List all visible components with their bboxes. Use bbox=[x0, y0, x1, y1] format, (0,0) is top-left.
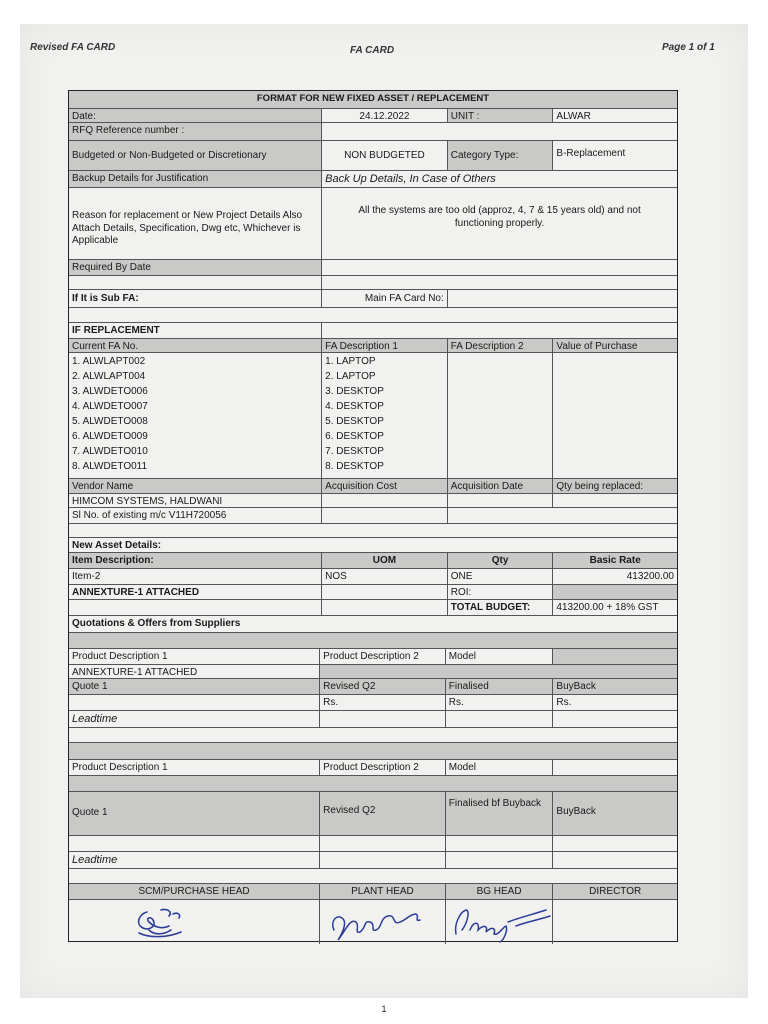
bg-head-signature bbox=[445, 900, 553, 944]
product-desc1-label: Product Description 1 bbox=[72, 762, 168, 773]
finalised-bf-buyback-label: Finalised bf Buyback bbox=[445, 792, 553, 835]
model-label: Model bbox=[445, 760, 553, 775]
category-value: B-Replacement bbox=[552, 141, 677, 170]
plant-head-label: PLANT HEAD bbox=[319, 884, 445, 899]
rs-label: Rs. bbox=[319, 695, 445, 710]
list-item: 6. ALWDETO009 bbox=[72, 431, 148, 442]
list-item: 3. DESKTOP bbox=[325, 386, 384, 397]
required-row bbox=[69, 259, 677, 275]
buyback-label: BuyBack bbox=[552, 679, 677, 694]
director-label: DIRECTOR bbox=[552, 884, 677, 899]
total-value: 413200.00 + 18% GST bbox=[552, 600, 677, 615]
signature-row bbox=[69, 899, 677, 943]
backup-label: Backup Details for Justification bbox=[69, 171, 321, 187]
header-left: Revised FA CARD bbox=[30, 42, 116, 53]
revised-label: Revised Q2 bbox=[319, 792, 445, 835]
scm-signature bbox=[69, 900, 319, 944]
total-label: TOTAL BUDGET: bbox=[447, 600, 553, 615]
header-right: Page 1 of 1 bbox=[662, 42, 715, 53]
subfa-row bbox=[69, 289, 677, 307]
mainfa-label: Main FA Card No: bbox=[321, 290, 447, 307]
list-item: 7. DESKTOP bbox=[325, 446, 384, 457]
annex-row bbox=[69, 584, 677, 599]
rfq-label: RFQ Reference number : bbox=[69, 123, 321, 140]
handwritten-signature-icon bbox=[446, 900, 553, 944]
backup-row bbox=[69, 170, 677, 187]
date-value: 24.12.2022 bbox=[321, 109, 447, 122]
list-item: 1. ALWLAPT002 bbox=[72, 356, 146, 367]
replacement-heading-row bbox=[69, 322, 677, 338]
list-item: 3. ALWDETO006 bbox=[72, 386, 148, 397]
quotes-heading-row bbox=[69, 615, 677, 632]
product-desc2-label: Product Description 2 bbox=[319, 760, 445, 775]
value-purchase-header: Value of Purchase bbox=[552, 339, 677, 352]
rs-label: Rs. bbox=[445, 695, 553, 710]
header-center: FA CARD bbox=[350, 45, 395, 56]
unit-label: UNIT : bbox=[447, 109, 553, 122]
serial-value: Sl No. of existing m/c V11H720056 bbox=[72, 510, 227, 521]
list-item: 7. ALWDETO010 bbox=[72, 446, 148, 457]
new-asset-heading-row bbox=[69, 537, 677, 552]
quotes-heading: Quotations & Offers from Suppliers bbox=[72, 618, 241, 629]
backup-value: Back Up Details, In Case of Others bbox=[321, 171, 677, 187]
product-desc2-label: Product Description 2 bbox=[319, 649, 445, 664]
fa-desc2-header: FA Description 2 bbox=[447, 339, 553, 352]
list-item: 1. LAPTOP bbox=[325, 356, 376, 367]
budget-row bbox=[69, 140, 677, 170]
list-item: 4. ALWDETO007 bbox=[72, 401, 148, 412]
fa-card-form bbox=[68, 90, 678, 942]
category-label: Category Type: bbox=[447, 141, 553, 170]
quote-annex-note: ANNEXTURE-1 ATTACHED bbox=[72, 667, 198, 678]
list-item: 2. ALWLAPT004 bbox=[72, 371, 146, 382]
plant-head-signature bbox=[319, 900, 445, 944]
list-item: 5. DESKTOP bbox=[325, 416, 384, 427]
leadtime-label: Leadtime bbox=[72, 854, 118, 866]
vendor-value-row bbox=[69, 493, 677, 507]
budget-label: Budgeted or Non-Budgeted or Discretionary bbox=[69, 141, 321, 170]
bg-head-label: BG HEAD bbox=[445, 884, 553, 899]
vendor-header-row bbox=[69, 478, 677, 493]
acq-date-label: Acquisition Date bbox=[447, 479, 553, 493]
reason-label: Reason for replacement or New Project Details Also Attach Details, Specification, Dwg etc, Whichever is Applicable bbox=[72, 210, 303, 246]
quote-a-annex-row bbox=[69, 664, 677, 678]
vendor-value: HIMCOM SYSTEMS, HALDWANI bbox=[72, 496, 223, 507]
unit-value: ALWAR bbox=[552, 109, 677, 122]
handwritten-signature-icon bbox=[320, 900, 445, 944]
replacement-header-row bbox=[69, 338, 677, 352]
quote1-label: Quote 1 bbox=[72, 681, 108, 692]
quote-a-rs-row bbox=[69, 694, 677, 710]
quote-b-leadtime-row bbox=[69, 851, 677, 868]
fa-desc-list bbox=[321, 353, 447, 478]
reason-value: All the systems are too old (approz, 4, 7 & 15 years old) and not functioning properly. bbox=[321, 188, 677, 259]
quote-b-quote-row bbox=[69, 791, 677, 835]
current-fa-list bbox=[69, 353, 321, 478]
acq-cost-label: Acquisition Cost bbox=[321, 479, 447, 493]
finalised-label: Finalised bbox=[445, 679, 553, 694]
qty-value: ONE bbox=[447, 569, 553, 584]
uom-header: UOM bbox=[321, 553, 447, 568]
signature-header-row bbox=[69, 883, 677, 899]
new-asset-item-row bbox=[69, 568, 677, 584]
quote-a-quote-row bbox=[69, 678, 677, 694]
rate-header: Basic Rate bbox=[552, 553, 677, 568]
page-number: 1 bbox=[381, 1004, 387, 1014]
rate-value: 413200.00 bbox=[552, 569, 677, 584]
qty-header: Qty bbox=[447, 553, 553, 568]
subfa-label: If It is Sub FA: bbox=[72, 293, 139, 304]
budget-value: NON BUDGETED bbox=[321, 141, 447, 170]
quote-b-header-row bbox=[69, 759, 677, 775]
reason-row bbox=[69, 187, 677, 259]
fa-desc1-header: FA Description 1 bbox=[321, 339, 447, 352]
roi-label: ROI: bbox=[447, 585, 553, 599]
list-item: 5. ALWDETO008 bbox=[72, 416, 148, 427]
quote-a-leadtime-row bbox=[69, 710, 677, 727]
rs-label: Rs. bbox=[552, 695, 677, 710]
rfq-row bbox=[69, 122, 677, 140]
item-desc-header: Item Description: bbox=[72, 555, 154, 566]
new-asset-heading: New Asset Details: bbox=[72, 540, 162, 551]
scm-head-label: SCM/PURCHASE HEAD bbox=[138, 886, 250, 897]
model-label: Model bbox=[445, 649, 553, 664]
date-label: Date: bbox=[69, 109, 321, 122]
total-row bbox=[69, 599, 677, 615]
quote1-label: Quote 1 bbox=[72, 807, 108, 818]
annex-note: ANNEXTURE-1 ATTACHED bbox=[72, 587, 200, 598]
replacement-heading: IF REPLACEMENT bbox=[72, 325, 160, 336]
handwritten-signature-icon bbox=[69, 900, 319, 944]
vendor-label: Vendor Name bbox=[69, 479, 321, 493]
current-fa-header: Current FA No. bbox=[69, 339, 321, 352]
director-signature-empty bbox=[552, 900, 677, 944]
list-item: 6. DESKTOP bbox=[325, 431, 384, 442]
qty-replaced-label: Qty being replaced: bbox=[552, 479, 677, 493]
quote-a-header-row bbox=[69, 648, 677, 664]
list-item: 2. LAPTOP bbox=[325, 371, 376, 382]
list-item: 8. ALWDETO011 bbox=[72, 461, 148, 472]
replacement-list-row bbox=[69, 352, 677, 478]
revised-label: Revised Q2 bbox=[319, 679, 445, 694]
new-asset-header-row bbox=[69, 552, 677, 568]
uom-value: NOS bbox=[321, 569, 447, 584]
date-row bbox=[69, 108, 677, 122]
form-title: FORMAT FOR NEW FIXED ASSET / REPLACEMENT bbox=[256, 93, 490, 104]
list-item: 8. DESKTOP bbox=[325, 461, 384, 472]
leadtime-label: Leadtime bbox=[72, 713, 118, 725]
serial-row bbox=[69, 507, 677, 523]
product-desc1-label: Product Description 1 bbox=[72, 651, 168, 662]
form-title-row bbox=[69, 91, 677, 108]
item-value: Item-2 bbox=[72, 571, 101, 582]
buyback-label: BuyBack bbox=[552, 792, 677, 835]
required-label: Required By Date bbox=[69, 260, 321, 275]
list-item: 4. DESKTOP bbox=[325, 401, 384, 412]
